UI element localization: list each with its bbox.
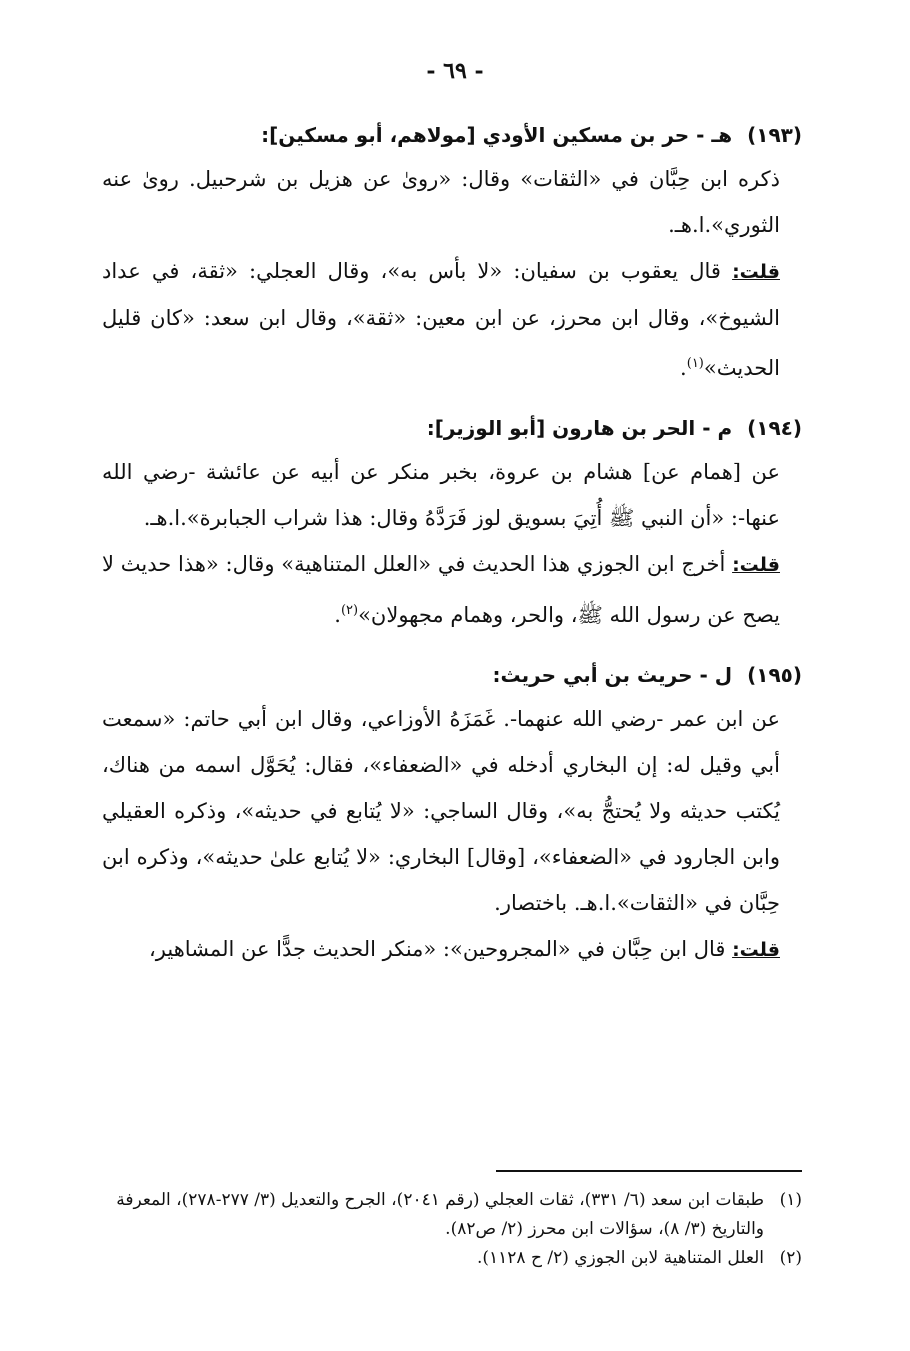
footnotes — [102, 1186, 802, 1273]
entry-header — [102, 407, 802, 449]
entry-text: عن [همام عن] هشام بن عروة، بخبر منكر عن أبيه عن عائشة -رضي الله عنها-: «أن النبي ﷺ أُتِيَ بسويق لوز فَرَدَّهُ وقال: هذا شراب الجبابرة».ا.هـ. — [102, 460, 780, 530]
entry-heading: م - الحر بن هارون [أبو الوزير]: — [426, 416, 733, 440]
footnote-text: طبقات ابن سعد (٦/ ٣٣١)، ثقات العجلي (رقم ٢٠٤١)، الجرح والتعديل (٣/ ٢٧٧-٢٧٨)، المعرفة والتاريخ (٣/ ٨)، سؤالات ابن محرز (٢/ ص٨٢). — [116, 1190, 764, 1239]
footnote-ref: (١) — [686, 356, 704, 371]
comment-end: . — [680, 356, 687, 380]
entry-194 — [102, 407, 802, 638]
entry-heading: ل - حريث بن أبي حريث: — [492, 663, 733, 687]
footnote-text: العلل المتناهية لابن الجوزي (٢/ ح ١١٢٨). — [476, 1248, 764, 1268]
entry-header — [102, 114, 802, 156]
footnote-number: (١) — [779, 1190, 802, 1210]
comment-label: قلت: — [732, 554, 780, 576]
comment-text: قال يعقوب بن سفيان: «لا بأس به»، وقال العجلي: «ثقة، في عداد الشيوخ»، وقال ابن محرز، عن ابن معين: «ثقة»، وقال ابن سعد: «كان قليل الحديث» — [102, 259, 780, 380]
footnote-1 — [102, 1186, 802, 1244]
entry-comment — [102, 248, 780, 391]
page-body — [102, 114, 802, 989]
comment-text: أخرج ابن الجوزي هذا الحديث في «العلل المتناهية» وقال: «هذا حديث لا يصح عن رسول الله ﷺ، والحر، وهمام مجهولان» — [102, 552, 780, 627]
footnote-2 — [102, 1244, 802, 1273]
entry-text: ذكره ابن حِبَّان في «الثقات» وقال: «روىٰ عن هزيل بن شرحبيل. روىٰ عنه الثوري».ا.هـ. — [102, 167, 780, 237]
footnote-ref: (٢) — [340, 603, 359, 618]
entry-number: (١٩٥) — [747, 663, 802, 687]
entry-number: (١٩٤) — [747, 416, 802, 440]
entry-195 — [102, 654, 802, 973]
comment-text: قال ابن حِبَّان في «المجروحين»: «منكر الحديث جدًّا عن المشاهير، — [149, 937, 733, 961]
entry-text: عن ابن عمر -رضي الله عنهما-. غَمَزَهُ الأوزاعي، وقال ابن أبي حاتم: «سمعت أبي وقيل له: إن البخاري أدخله في «الضعفاء»، فقال: يُحَوَّل اسمه من هناك، يُكتب حديثه ولا يُحتجُّ به»، وقال الساجي: «لا يُتابع في حديثه»، وذكره العقيلي وابن الجارود في «الضعفاء»، [وقال] البخاري: «لا يُتابع علىٰ حديثه»، وذكره ابن حِبَّان في «الثقات».ا.هـ. باختصار. — [102, 707, 780, 915]
entry-comment — [102, 926, 780, 973]
entry-number: (١٩٣) — [747, 123, 802, 147]
comment-end: . — [334, 603, 341, 627]
footnote-number: (٢) — [779, 1248, 802, 1268]
entry-comment — [102, 541, 780, 638]
entry-heading: هـ - حر بن مسكين الأودي [مولاهم، أبو مسكين]: — [261, 123, 733, 147]
entry-header — [102, 654, 802, 696]
entry-193 — [102, 114, 802, 391]
comment-label: قلت: — [732, 939, 780, 961]
page-number: - ٦٩ - — [426, 58, 484, 84]
footnote-divider — [496, 1170, 802, 1172]
comment-label: قلت: — [732, 261, 780, 283]
